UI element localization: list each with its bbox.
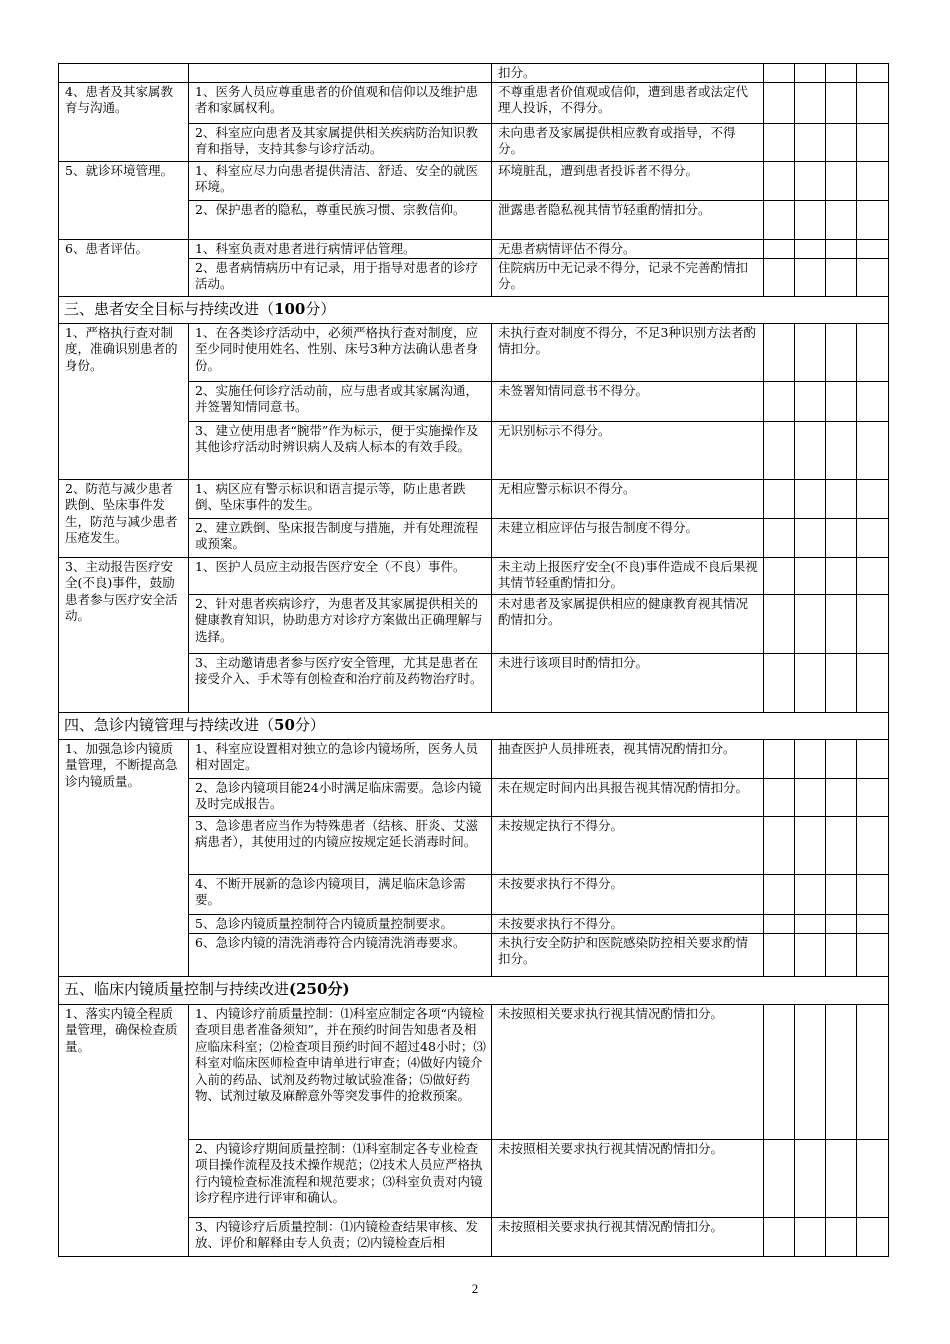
score-cell: [857, 557, 889, 594]
criteria-cell: 未按照相关要求执行视其情况酌情扣分。: [492, 1004, 764, 1139]
score-cell: [857, 123, 889, 161]
score-cell: [795, 933, 826, 976]
criteria-cell: 未在规定时间内出具报告视其情况酌情扣分。: [492, 778, 764, 816]
item-cell: [189, 64, 492, 83]
criteria-cell: 未按照相关要求执行视其情况酌情扣分。: [492, 1217, 764, 1256]
score-cell: [795, 739, 826, 778]
criteria-cell: 未对患者及家属提供相应的健康教育视其情况酌情扣分。: [492, 594, 764, 653]
category-cell: 3、主动报告医疗安全(不良)事件，鼓励患者参与医疗安全活动。: [59, 557, 189, 712]
score-cell: [826, 161, 857, 200]
section-title: 四、急诊内镜管理与持续改进（50分）: [59, 712, 889, 739]
score-cell: [764, 323, 795, 381]
score-cell: [826, 200, 857, 239]
item-cell: 1、在各类诊疗活动中，必须严格执行查对制度，应至少同时使用姓名、性别、床号3种方法确认患者身份。: [189, 323, 492, 381]
table-row: [59, 1004, 889, 1139]
item-cell: 2、患者病情病历中有记录，用于指导对患者的诊疗活动。: [189, 258, 492, 296]
score-cell: [764, 557, 795, 594]
criteria-cell: 环境脏乱，遭到患者投诉者不得分。: [492, 161, 764, 200]
criteria-cell: 不尊重患者价值观或信仰，遭到患者或法定代理人投诉，不得分。: [492, 82, 764, 123]
category-cell: 4、患者及其家属教育与沟通。: [59, 82, 189, 161]
score-cell: [826, 816, 857, 874]
criteria-cell: 未签署知情同意书不得分。: [492, 381, 764, 421]
category-cell: [59, 64, 189, 83]
evaluation-table: [58, 63, 889, 1257]
item-cell: 6、急诊内镜的清洗消毒符合内镜清洗消毒要求。: [189, 933, 492, 976]
score-cell: [857, 874, 889, 914]
table-row: [59, 161, 889, 200]
score-cell: [764, 381, 795, 421]
score-cell: [826, 479, 857, 518]
score-cell: [826, 933, 857, 976]
score-cell: [826, 323, 857, 381]
score-cell: [795, 1004, 826, 1139]
score-cell: [764, 258, 795, 296]
table-row: [59, 557, 889, 594]
score-cell: [764, 161, 795, 200]
item-cell: 2、针对患者疾病诊疗，为患者及其家属提供相关的健康教育知识，协助患方对诊疗方案做出正确理解与选择。: [189, 594, 492, 653]
score-cell: [857, 816, 889, 874]
score-cell: [857, 518, 889, 557]
criteria-cell: 未主动上报医疗安全(不良)事件造成不良后果视其情节轻重酌情扣分。: [492, 557, 764, 594]
section-header-row: [59, 976, 889, 1004]
table-row: [59, 64, 889, 83]
score-cell: [795, 653, 826, 712]
category-cell: 2、防范与减少患者跌倒、坠床事件发生，防范与减少患者压疮发生。: [59, 479, 189, 557]
score-cell: [795, 323, 826, 381]
score-cell: [857, 258, 889, 296]
item-cell: 1、科室应尽力向患者提供清洁、舒适、安全的就医环境。: [189, 161, 492, 200]
score-cell: [764, 421, 795, 479]
score-cell: [795, 518, 826, 557]
score-cell: [826, 258, 857, 296]
score-cell: [826, 421, 857, 479]
score-cell: [764, 200, 795, 239]
score-cell: [764, 64, 795, 83]
score-cell: [764, 914, 795, 933]
score-cell: [857, 653, 889, 712]
score-cell: [795, 239, 826, 258]
score-cell: [764, 1004, 795, 1139]
category-cell: 5、就诊环境管理。: [59, 161, 189, 239]
score-cell: [826, 778, 857, 816]
item-cell: 2、实施任何诊疗活动前，应与患者或其家属沟通，并签署知情同意书。: [189, 381, 492, 421]
score-cell: [795, 200, 826, 239]
score-cell: [826, 653, 857, 712]
score-cell: [795, 161, 826, 200]
score-cell: [857, 239, 889, 258]
item-cell: 2、内镜诊疗期间质量控制：⑴科室制定各专业检查项目操作流程及技术操作规范；⑵技术人员应严格执行内镜检查标准流程和规范要求；⑶科室负责对内镜诊疗程序进行评审和确认。: [189, 1139, 492, 1217]
criteria-cell: 未按要求执行不得分。: [492, 874, 764, 914]
score-cell: [764, 778, 795, 816]
criteria-cell: 未执行查对制度不得分，不足3种识别方法者酌情扣分。: [492, 323, 764, 381]
score-cell: [795, 381, 826, 421]
item-cell: 1、医务人员应尊重患者的价值观和信仰以及维护患者和家属权利。: [189, 82, 492, 123]
score-cell: [795, 1217, 826, 1256]
table-row: [59, 479, 889, 518]
section-title: 三、患者安全目标与持续改进（100分）: [59, 296, 889, 323]
score-cell: [795, 816, 826, 874]
table-row: [59, 323, 889, 381]
score-cell: [764, 933, 795, 976]
score-cell: [764, 594, 795, 653]
item-cell: 3、建立使用患者“腕带”作为标示，便于实施操作及其他诊疗活动时辨识病人及病人标本的有效手段。: [189, 421, 492, 479]
item-cell: 2、急诊内镜项目能24小时满足临床需要。急诊内镜及时完成报告。: [189, 778, 492, 816]
score-cell: [857, 200, 889, 239]
score-cell: [826, 874, 857, 914]
item-cell: 2、科室应向患者及其家属提供相关疾病防治知识教育和指导，支持其参与诊疗活动。: [189, 123, 492, 161]
score-cell: [857, 161, 889, 200]
score-cell: [795, 64, 826, 83]
score-cell: [826, 1217, 857, 1256]
item-cell: 3、主动邀请患者参与医疗安全管理，尤其是患者在接受介入、手术等有创检查和治疗前及药物治疗时。: [189, 653, 492, 712]
criteria-cell: 未按要求执行不得分。: [492, 914, 764, 933]
score-cell: [795, 874, 826, 914]
criteria-cell: 扣分。: [492, 64, 764, 83]
score-cell: [764, 123, 795, 161]
item-cell: 1、科室应设置相对独立的急诊内镜场所，医务人员相对固定。: [189, 739, 492, 778]
item-cell: 4、不断开展新的急诊内镜项目，满足临床急诊需要。: [189, 874, 492, 914]
section-header-row: [59, 296, 889, 323]
score-cell: [826, 381, 857, 421]
score-cell: [826, 1004, 857, 1139]
score-cell: [826, 1139, 857, 1217]
criteria-cell: 未按规定执行不得分。: [492, 816, 764, 874]
score-cell: [826, 914, 857, 933]
item-cell: 2、保护患者的隐私，尊重民族习惯、宗教信仰。: [189, 200, 492, 239]
category-cell: 1、落实内镜全程质量管理，确保检查质量。: [59, 1004, 189, 1256]
criteria-cell: 未按照相关要求执行视其情况酌情扣分。: [492, 1139, 764, 1217]
score-cell: [826, 239, 857, 258]
page-number: 2: [471, 1281, 479, 1296]
item-cell: 1、病区应有警示标识和语言提示等，防止患者跌倒、坠床事件的发生。: [189, 479, 492, 518]
score-cell: [764, 239, 795, 258]
score-cell: [826, 123, 857, 161]
score-cell: [764, 1139, 795, 1217]
table-row: [59, 739, 889, 778]
score-cell: [826, 594, 857, 653]
score-cell: [857, 64, 889, 83]
criteria-cell: 住院病历中无记录不得分，记录不完善酌情扣分。: [492, 258, 764, 296]
score-cell: [795, 557, 826, 594]
score-cell: [795, 258, 826, 296]
item-cell: 3、急诊患者应当作为特殊患者（结核、肝炎、艾滋病患者），其使用过的内镜应按规定延长消毒时间。: [189, 816, 492, 874]
score-cell: [795, 778, 826, 816]
criteria-cell: 未建立相应评估与报告制度不得分。: [492, 518, 764, 557]
score-cell: [857, 323, 889, 381]
score-cell: [857, 778, 889, 816]
score-cell: [764, 518, 795, 557]
criteria-cell: 无患者病情评估不得分。: [492, 239, 764, 258]
category-cell: 1、严格执行查对制度，准确识别患者的身份。: [59, 323, 189, 479]
score-cell: [764, 816, 795, 874]
criteria-cell: 未执行安全防护和医院感染防控相关要求酌情扣分。: [492, 933, 764, 976]
criteria-cell: 无相应警示标识不得分。: [492, 479, 764, 518]
score-cell: [795, 479, 826, 518]
criteria-cell: 抽查医护人员排班表，视其情况酌情扣分。: [492, 739, 764, 778]
section-title: 五、临床内镜质量控制与持续改进(250分): [59, 976, 889, 1004]
score-cell: [857, 914, 889, 933]
score-cell: [857, 421, 889, 479]
score-cell: [857, 1004, 889, 1139]
score-cell: [764, 739, 795, 778]
score-cell: [795, 421, 826, 479]
item-cell: 1、医护人员应主动报告医疗安全（不良）事件。: [189, 557, 492, 594]
score-cell: [764, 1217, 795, 1256]
score-cell: [795, 594, 826, 653]
category-cell: 6、患者评估。: [59, 239, 189, 296]
score-cell: [857, 82, 889, 123]
score-cell: [826, 64, 857, 83]
score-cell: [857, 933, 889, 976]
criteria-cell: 无识别标示不得分。: [492, 421, 764, 479]
score-cell: [764, 82, 795, 123]
section-header-row: [59, 712, 889, 739]
item-cell: 3、内镜诊疗后质量控制：⑴内镜检查结果审核、发放、评价和解释由专人负责；⑵内镜检查后相: [189, 1217, 492, 1256]
score-cell: [795, 914, 826, 933]
score-cell: [857, 1217, 889, 1256]
item-cell: 5、急诊内镜质量控制符合内镜质量控制要求。: [189, 914, 492, 933]
score-cell: [795, 123, 826, 161]
score-cell: [826, 739, 857, 778]
table-row: [59, 239, 889, 258]
score-cell: [857, 479, 889, 518]
score-cell: [795, 82, 826, 123]
table-row: [59, 82, 889, 123]
score-cell: [764, 479, 795, 518]
score-cell: [764, 653, 795, 712]
score-cell: [857, 739, 889, 778]
item-cell: 1、内镜诊疗前质量控制：⑴科室应制定各项“内镜检查项目患者准备须知”，并在预约时间告知患者及相应临床科室；⑵检查项目预约时间不超过48小时；⑶科室对临床医师检查申请单进行审查；⑷做好内镜介入前的药品、试剂及药物过敏试验准备；⑸做好药物、试剂过敏及麻醉意外等突发事件的抢救预案。: [189, 1004, 492, 1139]
item-cell: 2、建立跌倒、坠床报告制度与措施，并有处理流程或预案。: [189, 518, 492, 557]
score-cell: [857, 381, 889, 421]
score-cell: [826, 518, 857, 557]
criteria-cell: 泄露患者隐私视其情节轻重酌情扣分。: [492, 200, 764, 239]
score-cell: [826, 82, 857, 123]
criteria-cell: 未进行该项目时酌情扣分。: [492, 653, 764, 712]
item-cell: 1、科室负责对患者进行病情评估管理。: [189, 239, 492, 258]
category-cell: 1、加强急诊内镜质量管理，不断提高急诊内镜质量。: [59, 739, 189, 976]
score-cell: [826, 557, 857, 594]
score-cell: [764, 874, 795, 914]
score-cell: [857, 594, 889, 653]
score-cell: [795, 1139, 826, 1217]
criteria-cell: 未向患者及家属提供相应教育或指导，不得分。: [492, 123, 764, 161]
score-cell: [857, 1139, 889, 1217]
